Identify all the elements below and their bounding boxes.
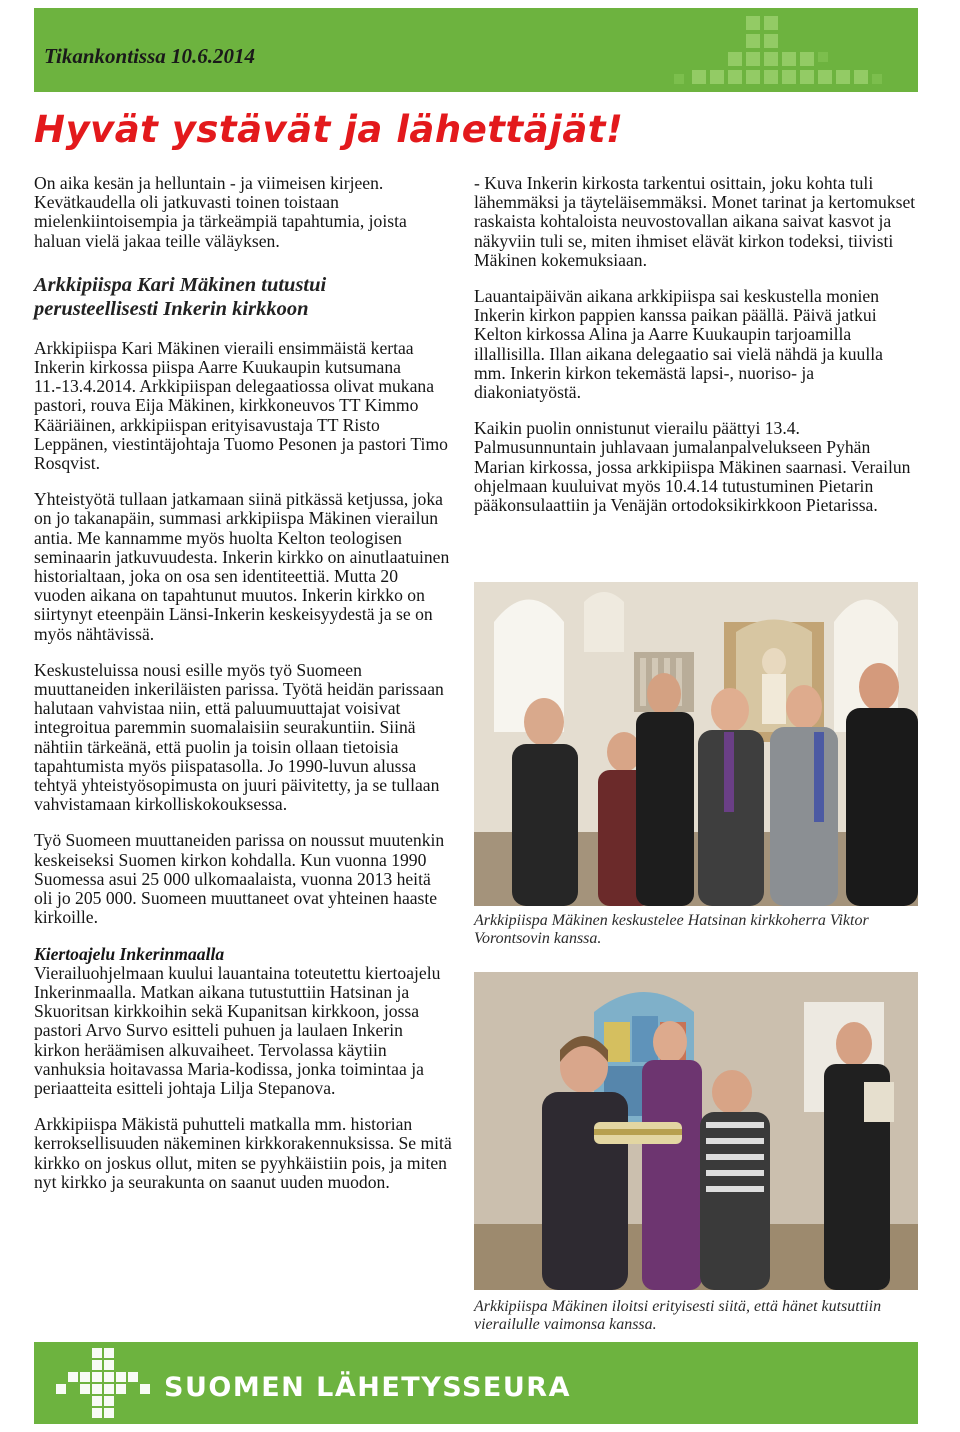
photo-archbishop-conversation bbox=[474, 582, 918, 906]
photo-caption: Arkkipiispa Mäkinen keskustelee Hatsinan kirkkoherra Viktor Vorontsovin kanssa. bbox=[474, 912, 869, 947]
right-column bbox=[474, 174, 918, 532]
left-column bbox=[34, 174, 452, 1209]
section-title: Kiertoajelu Inkerinmaalla bbox=[34, 943, 225, 964]
body-paragraph: Arkkipiispa Kari Mäkinen vieraili ensimmäistä kertaa Inkerin kirkossa piispa Aarre Kuukaupin kutsumana 11.-13.4.2014. Arkkipiispan delegaatiossa olivat mukana pastori, rouva Eija Mäkinen, kirkkoneuvos TT Kimmo Kääriäinen, arkkipiispan erityisavustaja TT Risto Leppänen, viestintäjohtaja Tuomo Pesonen ja pastori Timo Rosqvist. bbox=[34, 337, 448, 474]
footer-brand-name: SUOMEN LÄHETYSSEURA bbox=[164, 1372, 571, 1403]
photo-caption: Arkkipiispa Mäkinen iloitsi erityisesti siitä, että hänet kutsuttiin vierailulle vaimonsa kanssa. bbox=[474, 1298, 882, 1333]
body-paragraph: Yhteistyötä tullaan jatkamaan siinä pitkässä ketjussa, joka on jo takanapäin, summasi arkkipiispa Mäkinen vierailun antia. Me kannamme myös huolta Kelton teologisen seminaarin jatkuvuudesta. Inkerin kirkko on ainutlaatuinen historialtaan, joka on osa sen identiteettiä. Mutta 20 vuoden aikana on tapahtunut muutos. Inkerin kirkko on siirtynyt eteenpäin Länsi-Inkerin keskeisyydestä ja se on myös nähtävissä. bbox=[34, 489, 450, 644]
body-paragraph: - Kuva Inkerin kirkosta tarkentui osittain, joku kohta tuli lähemmäksi ja täyteläisemmäksi. Monet tarinat ja kertomukset raskaista kohtaloista neuvostovallan aikana saivat kasvot ja näkyviin tuli se, miten ihmiset elävät kirkon todeksi, tiivisti Mäkinen kokemuksiaan. bbox=[474, 173, 916, 270]
body-paragraph: Työ Suomeen muuttaneiden parissa on noussut muutenkin keskeiseksi Suomen kirkon kohdalla. Kun vuonna 1990 Suomessa asui 25 000 ulkomaalaista, vuonna 2013 heitä oli jo 205 000. Suomeen muuttaneet ovat yhteinen haaste kirkoille. bbox=[34, 830, 445, 928]
body-paragraph: Arkkipiispa Mäkistä puhutteli matkalla mm. historian kerroksellisuuden näkeminen kirkkorakennuksissa. Se mitä kirkko on joskus ollut, miten se pyyhkäistiin pois, ja miten nyt kirkko ja seurakunta on saanut uuden muodon. bbox=[34, 1114, 452, 1192]
section-block bbox=[34, 945, 452, 1099]
intro-paragraph: On aika kesän ja helluntain - ja viimeisen kirjeen. Kevätkaudella oli jatkuvasti toinen toistaan mielenkiintoisempia ja tärkeämpiä tapahtumia, joista haluan vielä jakaa teille väläyksen. bbox=[34, 173, 407, 251]
body-paragraph: Kaikin puolin onnistunut vierailu päättyi 13.4. Palmusunnuntain juhlavaan jumalanpalvelukseen Pyhän Marian kirkossa, jossa arkkipiispa Mäkinen saarnasi. Verailun ohjelmaan kuuluivat myös 10.4.14 tutustuminen Pietarin pääkonsulaattiin ja Venäjän ortodoksikirkkoon Pietarissa. bbox=[474, 418, 911, 516]
header-band bbox=[34, 8, 918, 92]
body-paragraph: Lauantaipäivän aikana arkkipiispa sai keskustella monien Inkerin kirkon pappien kanssa paikan päällä. Päivä jatkui Kelton kirkossa Alina ja Aarre Kuukaupin tarjoamilla illallisilla. Illan aikana delegaatio sai vielä nähdä ja kuulla mm. Inkerin kirkon tekemästä lapsi-, nuoriso- ja diakoniatyöstä. bbox=[474, 286, 883, 403]
headline: Hyvät ystävät ja lähettäjät! bbox=[34, 108, 624, 151]
footer-band bbox=[34, 1342, 918, 1424]
photo-gift-presentation bbox=[474, 972, 918, 1290]
article-subhead: Arkkipiispa Kari Mäkinen tutustui perusteellisesti Inkerin kirkkoon bbox=[34, 273, 327, 320]
body-paragraph: Keskusteluissa nousi esille myös työ Suomeen muuttaneiden inkeriläisten parissa. Työtä heidän parissaan halutaan vahvistaa niin, että paluumuuttajat voisivat integroitua paremmin suomalaisiin seurakuntiin. Siinä nähtiin tärkeänä, että puolin ja toisin ollaan tietoisia tapahtumista myös piispatasolla. Jo 1990-luvun alussa tehtyä yhteistyösopimusta on juuri päivitetty, ja se tullaan vahvistamaan kirkolliskokouksessa. bbox=[34, 659, 444, 815]
issue-date: Tikankontissa 10.6.2014 bbox=[44, 44, 256, 68]
pixel-cross-icon bbox=[56, 1348, 152, 1418]
body-paragraph: Vierailuohjelmaan kuului lauantaina toteutettu kiertoajelu Inkerinmaalla. Matkan aikana tutustuttiin Hatsinan ja Skuoritsan kirkkoihin sekä Kupanitsan kirkkoon, jossa pastori Arvo Survo esitteli puhuen ja laulaen Inkerin kirkon heräämisen alkuvaiheet. Tervolassa käytiin vanhuksia hoitavassa Maria-kodissa, jonka toimintaa ja periaatteita esitteli johtaja Lilja Stepanova. bbox=[34, 962, 441, 1098]
